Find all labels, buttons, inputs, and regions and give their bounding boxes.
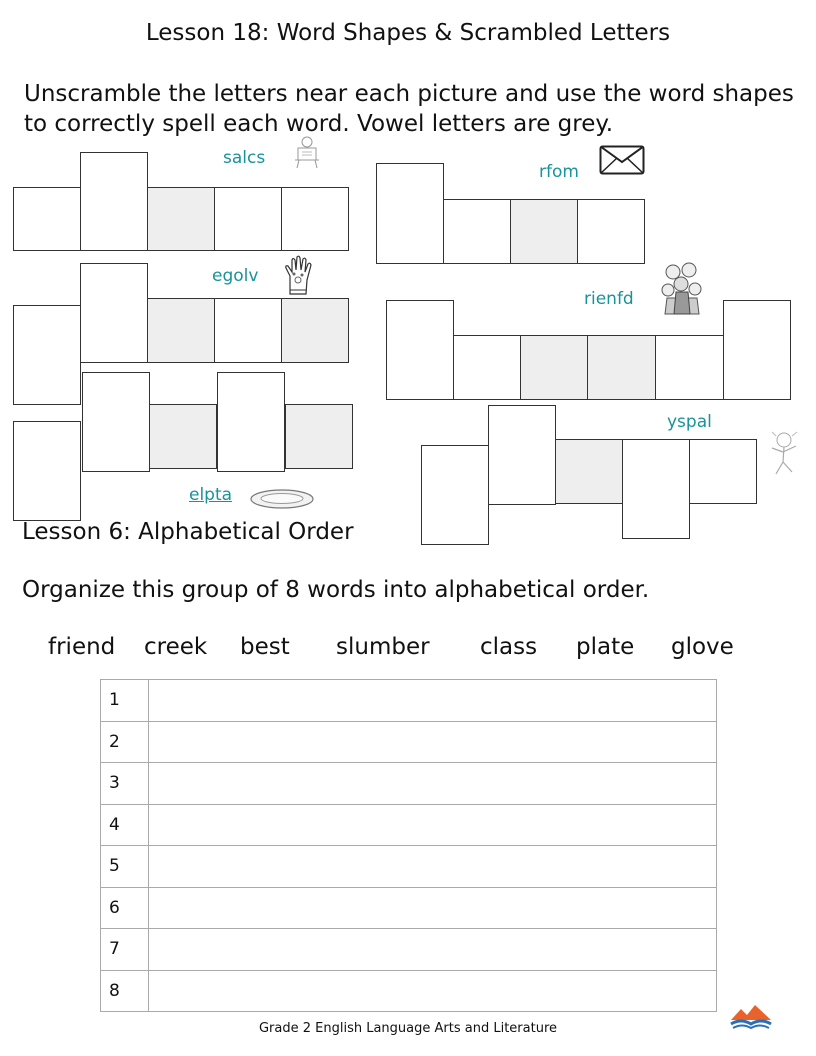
row-number: 1	[101, 680, 149, 722]
scrambled-word: elpta	[189, 485, 233, 505]
letter-box[interactable]	[622, 439, 690, 539]
table-row	[101, 804, 717, 846]
table-row	[101, 929, 717, 971]
word-bank-item: slumber	[336, 634, 430, 660]
table-row	[101, 970, 717, 1012]
envelope-icon	[599, 145, 645, 175]
vowel-letter-box[interactable]	[147, 298, 215, 363]
word-bank-item: glove	[671, 634, 734, 660]
vowel-letter-box[interactable]	[510, 199, 578, 264]
letter-box[interactable]	[443, 199, 511, 264]
letter-box[interactable]	[80, 152, 148, 251]
letter-box[interactable]	[214, 298, 282, 363]
answer-cell[interactable]	[149, 846, 717, 888]
answer-cell[interactable]	[149, 804, 717, 846]
instructions-line-1: Unscramble the letters near each picture and use the word shapes	[24, 81, 794, 107]
plate-icon	[250, 488, 314, 510]
table-row	[101, 721, 717, 763]
child-icon	[766, 430, 802, 476]
letter-box[interactable]	[281, 187, 349, 251]
vowel-letter-box[interactable]	[285, 404, 353, 469]
letter-box[interactable]	[689, 439, 757, 504]
letter-box[interactable]	[488, 405, 556, 505]
footer-text: Grade 2 English Language Arts and Literature	[258, 1021, 558, 1036]
row-number: 2	[101, 721, 149, 763]
answer-cell[interactable]	[149, 763, 717, 805]
vowel-letter-box[interactable]	[520, 335, 588, 400]
word-bank-item: best	[240, 634, 290, 660]
row-number: 4	[101, 804, 149, 846]
word-bank-item: plate	[576, 634, 635, 660]
scrambled-word: rienfd	[584, 289, 634, 309]
letter-box[interactable]	[577, 199, 645, 264]
table-row	[101, 846, 717, 888]
instructions-line-2: to correctly spell each word. Vowel letters are grey.	[24, 111, 614, 137]
row-number: 3	[101, 763, 149, 805]
vowel-letter-box[interactable]	[281, 298, 349, 363]
row-number: 7	[101, 929, 149, 971]
letter-box[interactable]	[214, 187, 282, 251]
letter-box[interactable]	[217, 372, 285, 472]
letter-box[interactable]	[80, 263, 148, 363]
vowel-letter-box[interactable]	[147, 187, 215, 251]
table-row	[101, 680, 717, 722]
table-row	[101, 887, 717, 929]
scrambled-word: yspal	[667, 412, 712, 432]
answer-cell[interactable]	[149, 929, 717, 971]
word-bank-item: friend	[48, 634, 116, 660]
page-title: Lesson 18: Word Shapes & Scrambled Letters	[145, 20, 671, 46]
scrambled-word: egolv	[212, 266, 259, 286]
instructions	[24, 79, 804, 139]
glove-icon	[282, 254, 314, 296]
friends-icon	[659, 260, 705, 316]
letter-box[interactable]	[723, 300, 791, 400]
answer-cell[interactable]	[149, 887, 717, 929]
letter-box[interactable]	[82, 372, 150, 472]
vowel-letter-box[interactable]	[555, 439, 623, 504]
classroom-icon	[292, 134, 322, 170]
letter-box[interactable]	[421, 445, 489, 545]
letter-box[interactable]	[13, 305, 81, 405]
word-bank-item: class	[480, 634, 538, 660]
letter-box[interactable]	[655, 335, 724, 400]
row-number: 5	[101, 846, 149, 888]
section-title: Lesson 6: Alphabetical Order	[22, 519, 354, 545]
row-number: 8	[101, 970, 149, 1012]
mountain-book-logo	[729, 1003, 773, 1031]
vowel-letter-box[interactable]	[587, 335, 656, 400]
letter-box[interactable]	[453, 335, 521, 400]
answer-cell[interactable]	[149, 970, 717, 1012]
letter-box[interactable]	[13, 421, 81, 521]
answer-cell[interactable]	[149, 680, 717, 722]
row-number: 6	[101, 887, 149, 929]
section-instructions: Organize this group of 8 words into alphabetical order.	[22, 577, 650, 603]
letter-box[interactable]	[376, 163, 444, 264]
answer-cell[interactable]	[149, 721, 717, 763]
letter-box[interactable]	[13, 187, 81, 251]
scrambled-word: rfom	[539, 162, 579, 182]
word-bank-item: creek	[144, 634, 208, 660]
letter-box[interactable]	[386, 300, 454, 400]
scrambled-word: salcs	[223, 148, 266, 168]
vowel-letter-box[interactable]	[149, 404, 217, 469]
table-row	[101, 763, 717, 805]
alphabetical-order-table	[100, 679, 717, 1012]
